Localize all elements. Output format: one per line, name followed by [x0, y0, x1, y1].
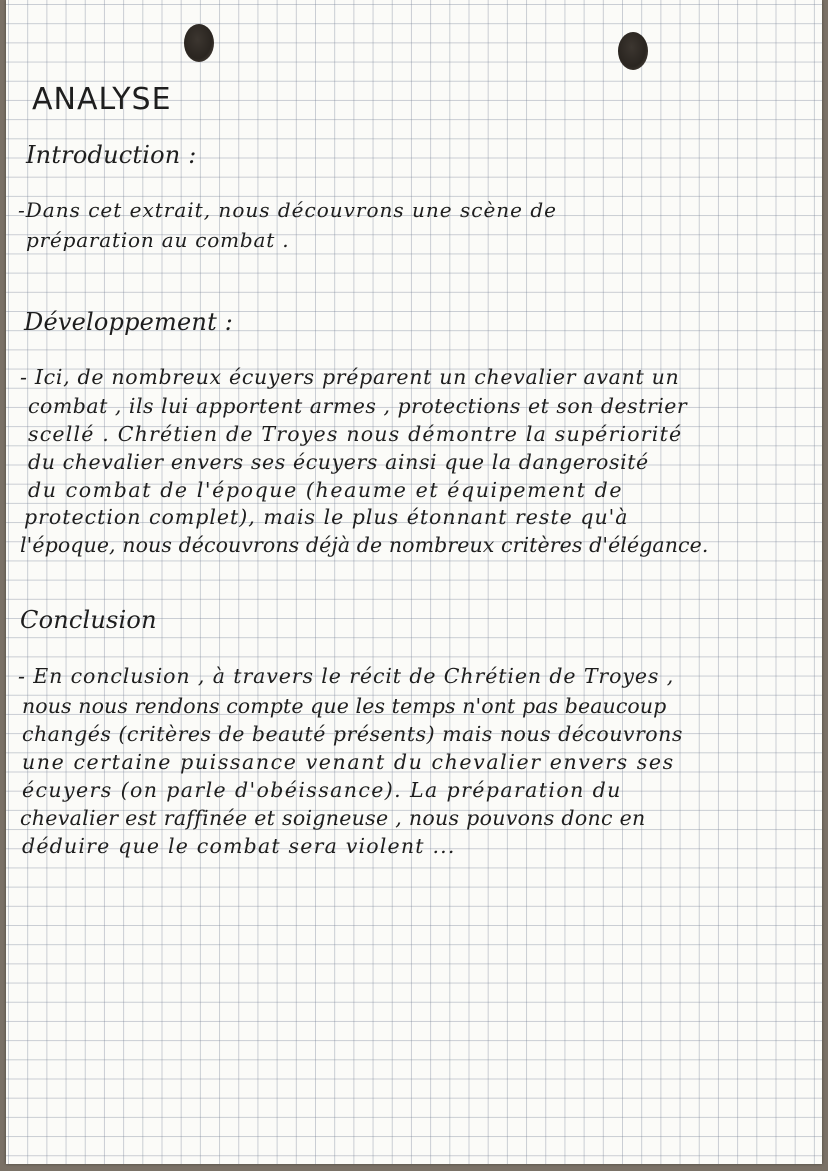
intro-heading: Introduction :: [26, 141, 197, 169]
development-line-5: du combat de l'époque (heaume et équipement de: [28, 478, 624, 502]
intro-line-1: -Dans cet extrait, nous découvrons une scène de: [18, 198, 557, 222]
punch-hole-right: [618, 32, 648, 70]
conclusion-line-2: nous nous rendons compte que les temps n'ont pas beaucoup: [22, 694, 667, 718]
conclusion-heading: Conclusion: [20, 606, 157, 634]
intro-line-2: préparation au combat .: [26, 228, 290, 252]
notebook-page: [6, 0, 822, 1164]
development-line-7: l'époque, nous découvrons déjà de nombreux critères d'élégance.: [20, 533, 709, 557]
punch-hole-left: [184, 24, 214, 62]
page-title: ANALYSE: [32, 82, 172, 117]
development-line-2: combat , ils lui apportent armes , protections et son destrier: [28, 394, 688, 418]
development-line-3: scellé . Chrétien de Troyes nous démontre la supériorité: [28, 422, 683, 446]
conclusion-line-7: déduire que le combat sera violent ...: [22, 834, 456, 858]
conclusion-line-1: - En conclusion , à travers le récit de Chrétien de Troyes ,: [18, 664, 675, 688]
development-heading: Développement :: [24, 308, 234, 336]
development-line-4: du chevalier envers ses écuyers ainsi que la dangerosité: [28, 450, 649, 474]
conclusion-line-4: une certaine puissance venant du chevalier envers ses: [22, 750, 675, 774]
development-line-1: - Ici, de nombreux écuyers préparent un chevalier avant un: [20, 365, 680, 389]
development-line-6: protection complet), mais le plus étonnant reste qu'à: [24, 505, 629, 529]
conclusion-line-5: écuyers (on parle d'obéissance). La préparation du: [22, 778, 622, 802]
conclusion-line-6: chevalier est raffinée et soigneuse , nous pouvons donc en: [20, 806, 646, 830]
conclusion-line-3: changés (critères de beauté présents) mais nous découvrons: [22, 722, 683, 746]
